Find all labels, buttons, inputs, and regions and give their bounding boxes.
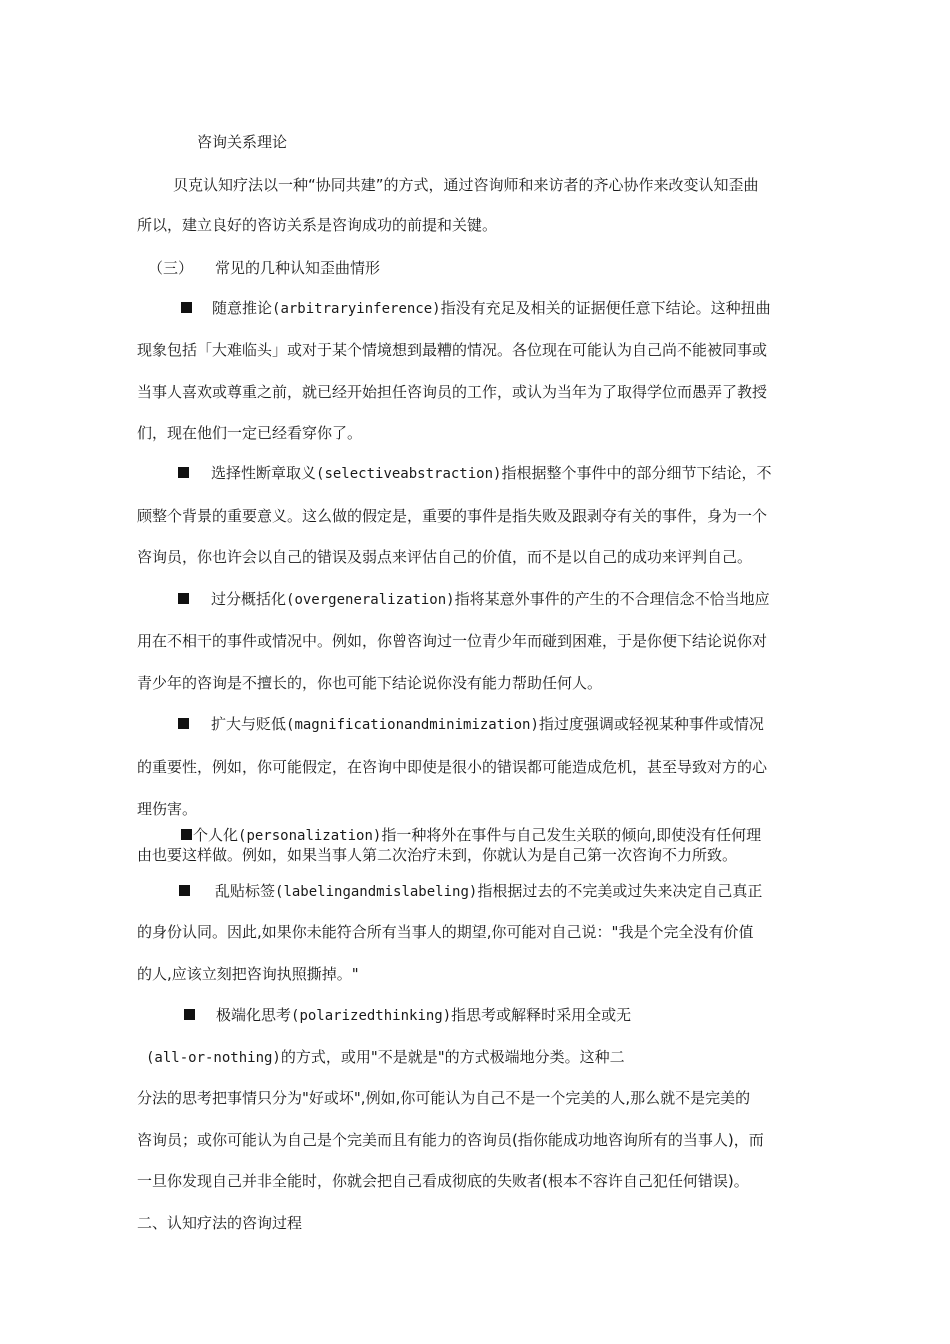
definition: 指过度强调或轻视某种事件或情况 <box>538 715 764 733</box>
term: 极端化思考 <box>216 1006 292 1024</box>
term: 过分概括化 <box>211 590 287 608</box>
definition: 指一种将外在事件与自己发生关联的倾向,即使没有任何理 <box>381 826 762 844</box>
paragraph-line <box>146 1047 625 1068</box>
paragraph-line: 的身份认同。因此,如果你未能符合所有当事人的期望,你可能对自己说："我是个完全没有价值 <box>137 923 754 941</box>
paragraph-line: 贝克认知疗法以一种“协同共建”的方式，通过咨询师和来访者的齐心协作来改变认知歪曲 <box>173 176 759 194</box>
paragraph-line: 所以，建立良好的咨访关系是咨询成功的前提和关键。 <box>137 216 498 234</box>
definition: 指没有充足及相关的证据便任意下结论。这种扭曲 <box>440 299 771 317</box>
definition: 指将某意外事件的产生的不合理信念不恰当地应 <box>454 590 770 608</box>
english-term: (arbitraryinference) <box>272 301 441 317</box>
english-term: (polarizedthinking) <box>291 1008 452 1024</box>
paragraph-line: 理伤害。 <box>137 800 198 818</box>
paragraph-line: 的人,应该立刻把咨询执照撕掉。" <box>137 965 359 983</box>
english-term: (overgeneralization) <box>286 592 455 608</box>
definition: 指根据过去的不完美或过失来决定自己真正 <box>477 882 763 900</box>
section-heading: 二、认知疗法的咨询过程 <box>137 1214 303 1232</box>
paragraph-line: 顾整个背景的重要意义。这么做的假定是，重要的事件是指失败及跟剥夺有关的事件，身为一个 <box>137 507 768 525</box>
paragraph-line: 的重要性，例如，你可能假定，在咨询中即使是很小的错误都可能造成危机，甚至导致对方的心 <box>137 758 768 776</box>
bullet-square-icon <box>181 829 192 840</box>
list-item-first-line <box>215 881 762 902</box>
definition: 指思考或解释时采用全或无 <box>451 1006 632 1024</box>
bullet-square-icon <box>181 302 192 313</box>
paragraph-line: 青少年的咨询是不擅长的，你也可能下结论说你没有能力帮助任何人。 <box>137 674 603 692</box>
section-heading: 咨询关系理论 <box>197 133 288 151</box>
term: 选择性断章取义 <box>211 464 317 482</box>
list-item-first-line <box>193 825 761 846</box>
english-term: (all-or-nothing) <box>146 1050 281 1066</box>
english-term: (magnificationandminimization) <box>286 717 539 733</box>
definition: 指根据整个事件中的部分细节下结论，不 <box>501 464 772 482</box>
definition: 的方式，或用"不是就是"的方式极端地分类。这种二 <box>280 1048 625 1066</box>
bullet-square-icon <box>178 467 189 478</box>
bullet-square-icon <box>179 885 190 896</box>
term: 个人化 <box>193 826 239 844</box>
section-title: 常见的几种认知歪曲情形 <box>215 259 381 277</box>
term: 乱贴标签 <box>215 882 276 900</box>
bullet-square-icon <box>178 593 189 604</box>
bullet-square-icon <box>184 1009 195 1020</box>
list-item-first-line <box>211 589 770 610</box>
paragraph-line: 由也要这样做。例如，如果当事人第二次治疗未到，你就认为是自己第一次咨询不力所致。 <box>137 846 738 864</box>
paragraph-line: 当事人喜欢或尊重之前，就已经开始担任咨询员的工作，或认为当年为了取得学位而愚弄了教授 <box>137 383 768 401</box>
term: 扩大与贬低 <box>211 715 287 733</box>
list-item-first-line <box>216 1005 631 1026</box>
english-term: (labelingandmislabeling) <box>275 884 478 900</box>
list-item-first-line <box>211 714 764 735</box>
bullet-square-icon <box>178 718 189 729</box>
paragraph-line: 咨询员；或你可能认为自己是个完美而且有能力的咨询员(指你能成功地咨询所有的当事人)，而 <box>137 1131 764 1149</box>
paragraph-line: 一旦你发现自己并非全能时，你就会把自己看成彻底的失败者(根本不容许自己犯任何错误)。 <box>137 1172 749 1190</box>
paragraph-line: 分法的思考把事情只分为"好或坏",例如,你可能认为自己不是一个完美的人,那么就不是完美的 <box>137 1089 751 1107</box>
list-item-first-line <box>212 298 771 319</box>
term: 随意推论 <box>212 299 273 317</box>
english-term: (selectiveabstraction) <box>316 466 502 482</box>
paragraph-line: 咨询员，你也许会以自己的错误及弱点来评估自己的价值，而不是以自己的成功来评判自己。 <box>137 548 753 566</box>
paragraph-line: 现象包括「大难临头」或对于某个情境想到最糟的情况。各位现在可能认为自己尚不能被同事或 <box>137 341 768 359</box>
list-item-first-line <box>211 463 771 484</box>
paragraph-line: 们，现在他们一定已经看穿你了。 <box>137 424 363 442</box>
english-term: (personalization) <box>238 828 382 844</box>
section-number: （三） <box>148 259 194 277</box>
paragraph-line: 用在不相干的事件或情况中。例如，你曾咨询过一位青少年而碰到困难，于是你便下结论说你对 <box>137 632 768 650</box>
